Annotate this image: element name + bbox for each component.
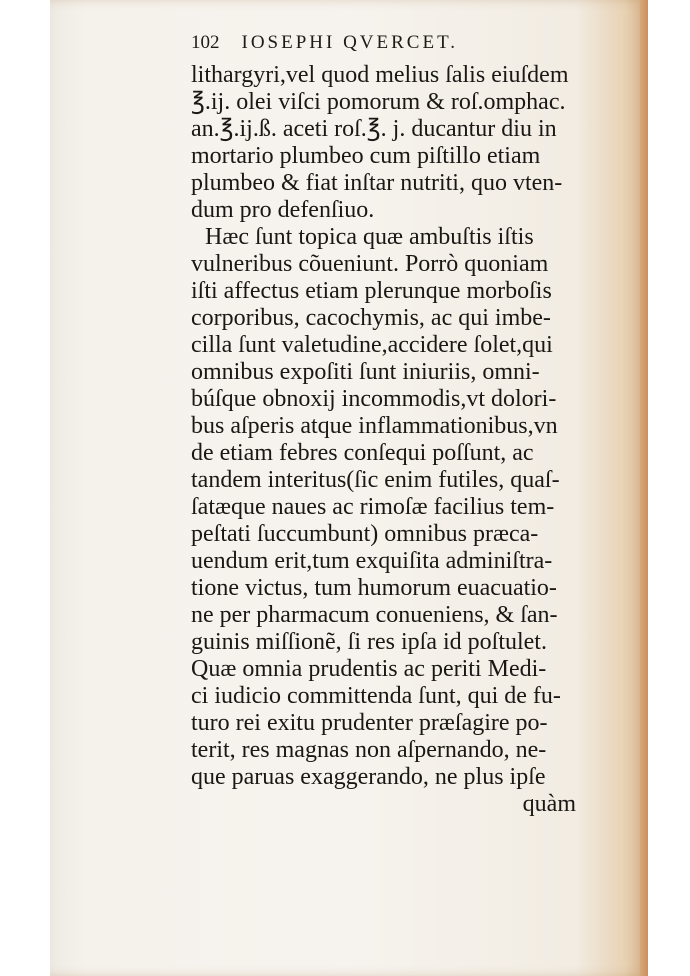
running-header bbox=[191, 32, 591, 58]
running-title: IOSEPHI QVERCET. bbox=[241, 32, 459, 53]
text-line: ne per pharmacum conueniens, & ſan- bbox=[191, 602, 558, 628]
text-line: Quæ omnia prudentis ac periti Medi- bbox=[191, 656, 547, 682]
text-line: ci iudicio committenda ſunt, qui de fu- bbox=[191, 683, 561, 709]
text-line: bus aſperis atque inflammationibus,vn bbox=[191, 413, 558, 439]
text-line: terit, res magnas non aſpernando, ne- bbox=[191, 737, 547, 763]
text-line: lithargyri,vel quod melius ſalis eiuſdem bbox=[191, 62, 569, 88]
text-line: turo rei exitu prudenter præſagire po- bbox=[191, 710, 548, 736]
text-line: corporibus, cacochymis, ac qui imbe- bbox=[191, 305, 551, 331]
paragraph-start-line: Hæc ſunt topica quæ ambuſtis iſtis bbox=[205, 224, 534, 250]
page-edge bbox=[640, 0, 648, 976]
text-line: mortario plumbeo cum piſtillo etiam bbox=[191, 143, 541, 169]
text-line: omnibus expoſiti ſunt iniuriis, omni- bbox=[191, 359, 540, 385]
text-line: an.℥.ij.ß. aceti roſ.℥. j. ducantur diu in bbox=[191, 116, 557, 142]
text-line: dum pro defenſiuo. bbox=[191, 197, 375, 223]
text-line: ℥.ij. olei viſci pomorum & roſ.omphac. bbox=[191, 89, 566, 115]
page-number: 102 bbox=[191, 32, 220, 53]
body-text bbox=[191, 62, 591, 818]
text-line: búſque obnoxij incommodis,vt dolori- bbox=[191, 386, 557, 412]
text-line: plumbeo & fiat inſtar nutriti, quo vten- bbox=[191, 170, 563, 196]
text-line: tandem interitus(ſic enim futiles, quaſ- bbox=[191, 467, 560, 493]
text-line: uendum erit,tum exquiſita adminiſtra- bbox=[191, 548, 553, 574]
text-line: peſtati ſuccumbunt) omnibus præca- bbox=[191, 521, 539, 547]
text-line: cilla ſunt valetudine,accidere ſolet,qui bbox=[191, 332, 553, 358]
text-line: ſatæque naues ac rimoſæ facilius tem- bbox=[191, 494, 555, 520]
text-line: que paruas exaggerando, ne plus ipſe bbox=[191, 764, 546, 790]
catchword: quàm bbox=[522, 791, 576, 817]
text-line: iſti affectus etiam plerunque morboſis bbox=[191, 278, 552, 304]
text-line: de etiam febres conſequi poſſunt, ac bbox=[191, 440, 534, 466]
text-line: guinis miſſionẽ, ſi res ipſa id poſtulet. bbox=[191, 629, 547, 655]
text-line: vulneribus cõueniunt. Porrò quoniam bbox=[191, 251, 549, 277]
text-line: tione victus, tum humorum euacuatio- bbox=[191, 575, 557, 601]
